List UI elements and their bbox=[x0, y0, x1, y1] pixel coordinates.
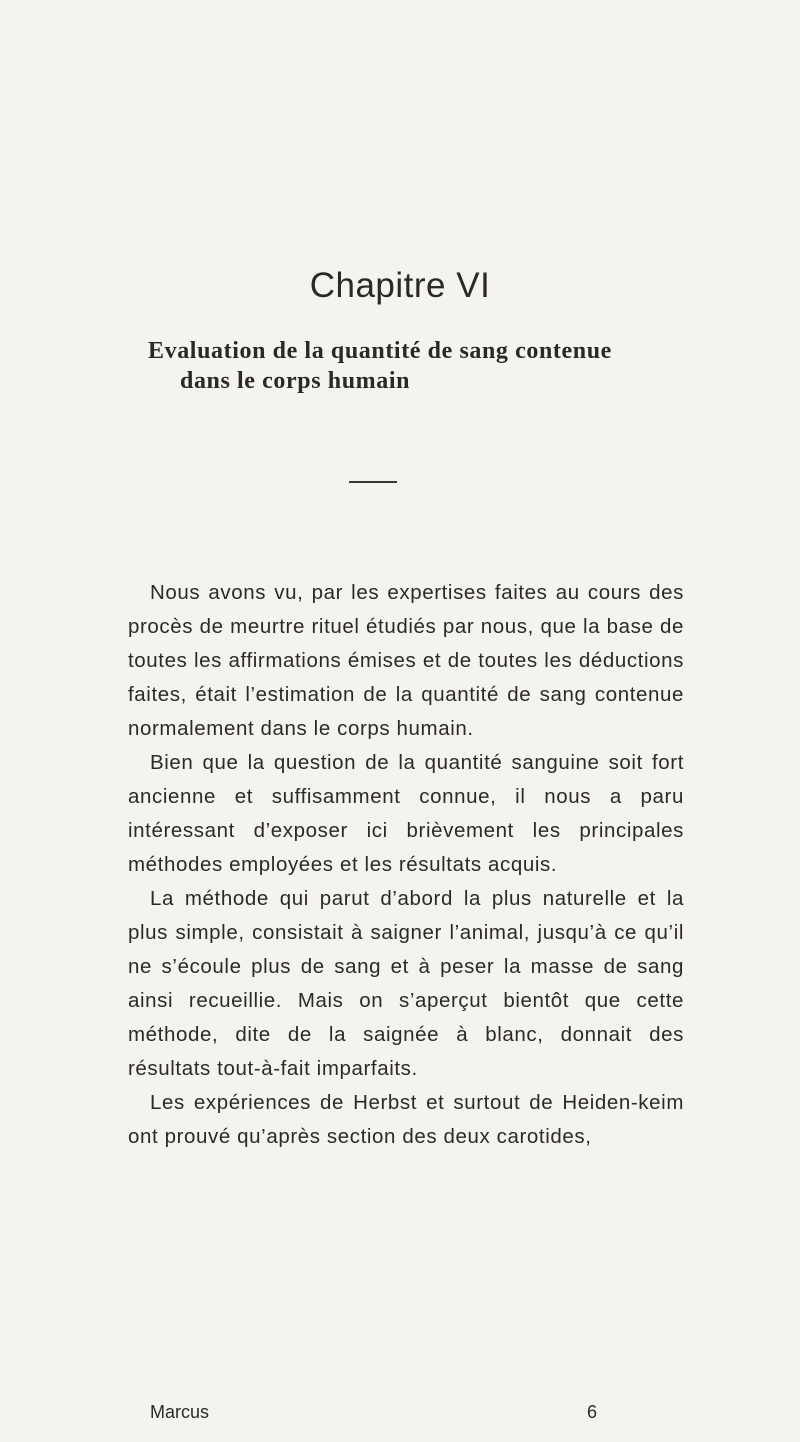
paragraph: Les expériences de Herbst et surtout de Heiden-keim ont prouvé qu’après section des deux carotides, bbox=[128, 1091, 684, 1148]
chapter-title: Chapitre VI bbox=[309, 266, 491, 305]
body-text bbox=[128, 576, 684, 1154]
paragraph: Nous avons vu, par les expertises faites au cours des procès de meurtre rituel étudiés par nous, que la base de toutes les affirmations émises et de toutes les déductions faites, était l’estimation de la quantité de sang contenue normalement dans le corps humain. bbox=[128, 581, 684, 740]
sheet-number: 6 bbox=[587, 1402, 598, 1422]
section-divider bbox=[349, 481, 397, 483]
printer-signature: Marcus bbox=[150, 1402, 210, 1422]
chapter-heading-line-2: dans le corps humain bbox=[180, 368, 411, 394]
chapter-heading-line-1: Evaluation de la quantité de sang contenue bbox=[148, 338, 612, 364]
paragraph: La méthode qui parut d’abord la plus naturelle et la plus simple, consistait à saigner l’animal, jusqu’à ce qu’il ne s’écoule plus de sang et à peser la masse de sang ainsi recueillie. Mais on s’aperçut bientôt que cette méthode, dite de la saignée à blanc, donnait des résultats tout-à-fait imparfaits. bbox=[128, 887, 684, 1080]
paragraph: Bien que la question de la quantité sanguine soit fort ancienne et suffisamment connue, il nous a paru intéressant d’exposer ici brièvement les principales méthodes employées et les résultats acquis. bbox=[128, 751, 684, 876]
